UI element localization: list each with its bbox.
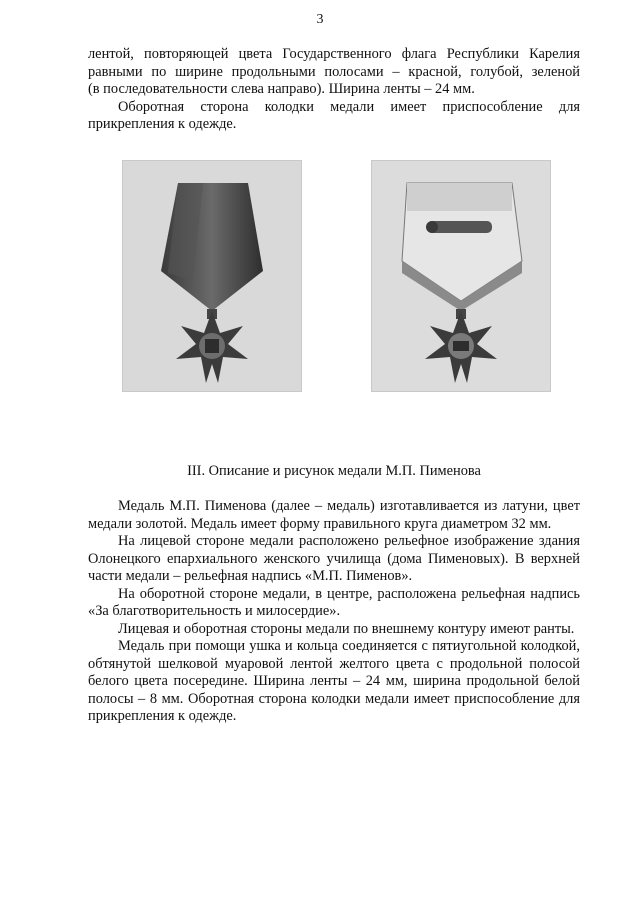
top-text bbox=[88, 46, 580, 134]
top-text-line-2: равными по ширине продольными полосами – красной, голубой, зеленой bbox=[88, 63, 580, 80]
section-paragraph-5: Медаль при помощи ушка и кольца соединяется с пятиугольной колодкой, обтянутой шелковой муаровой лентой желтого цвета с продольной полосой белого цвета посередине. Ширина ленты – 24 мм, ширина продольной белой полосы – 8 мм. Оборотная сторона колодки медали имеет приспособление для прикрепления к одежде. bbox=[88, 638, 580, 724]
section-paragraph-4: Лицевая и оборотная стороны медали по внешнему контуру имеют ранты. bbox=[118, 620, 575, 637]
medal-reverse-photo bbox=[371, 160, 551, 392]
section-title: III. Описание и рисунок медали М.П. Пименова bbox=[187, 463, 481, 479]
section-paragraph-2: На лицевой стороне медали расположено рельефное изображение здания Олонецкого епархиального женского училища (дома Пименовых). В верхней части медали – рельефная надпись «М.П. Пименов». bbox=[88, 533, 580, 584]
section-body bbox=[88, 498, 580, 726]
section-paragraph-3: На оборотной стороне медали, в центре, расположена рельефная надпись «За благотворительность и милосердие». bbox=[88, 585, 580, 619]
top-text-line-3: (в последовательности слева направо). Ширина ленты – 24 мм. bbox=[88, 81, 475, 97]
section-paragraph-1: Медаль М.П. Пименова (далее – медаль) изготавливается из латуни, цвет медали золотой. Медаль имеет форму правильного круга диаметром 32 мм. bbox=[88, 498, 580, 532]
medal-obverse-photo bbox=[122, 160, 302, 392]
medal-obverse-icon bbox=[123, 161, 301, 391]
top-text-paragraph-2: Оборотная сторона колодки медали имеет приспособление для прикрепления к одежде. bbox=[88, 98, 580, 132]
top-text-line-1: лентой, повторяющей цвета Государственного флага Республики Карелия bbox=[88, 46, 580, 62]
medal-reverse-icon bbox=[372, 161, 550, 391]
page-number: 3 bbox=[316, 12, 324, 27]
